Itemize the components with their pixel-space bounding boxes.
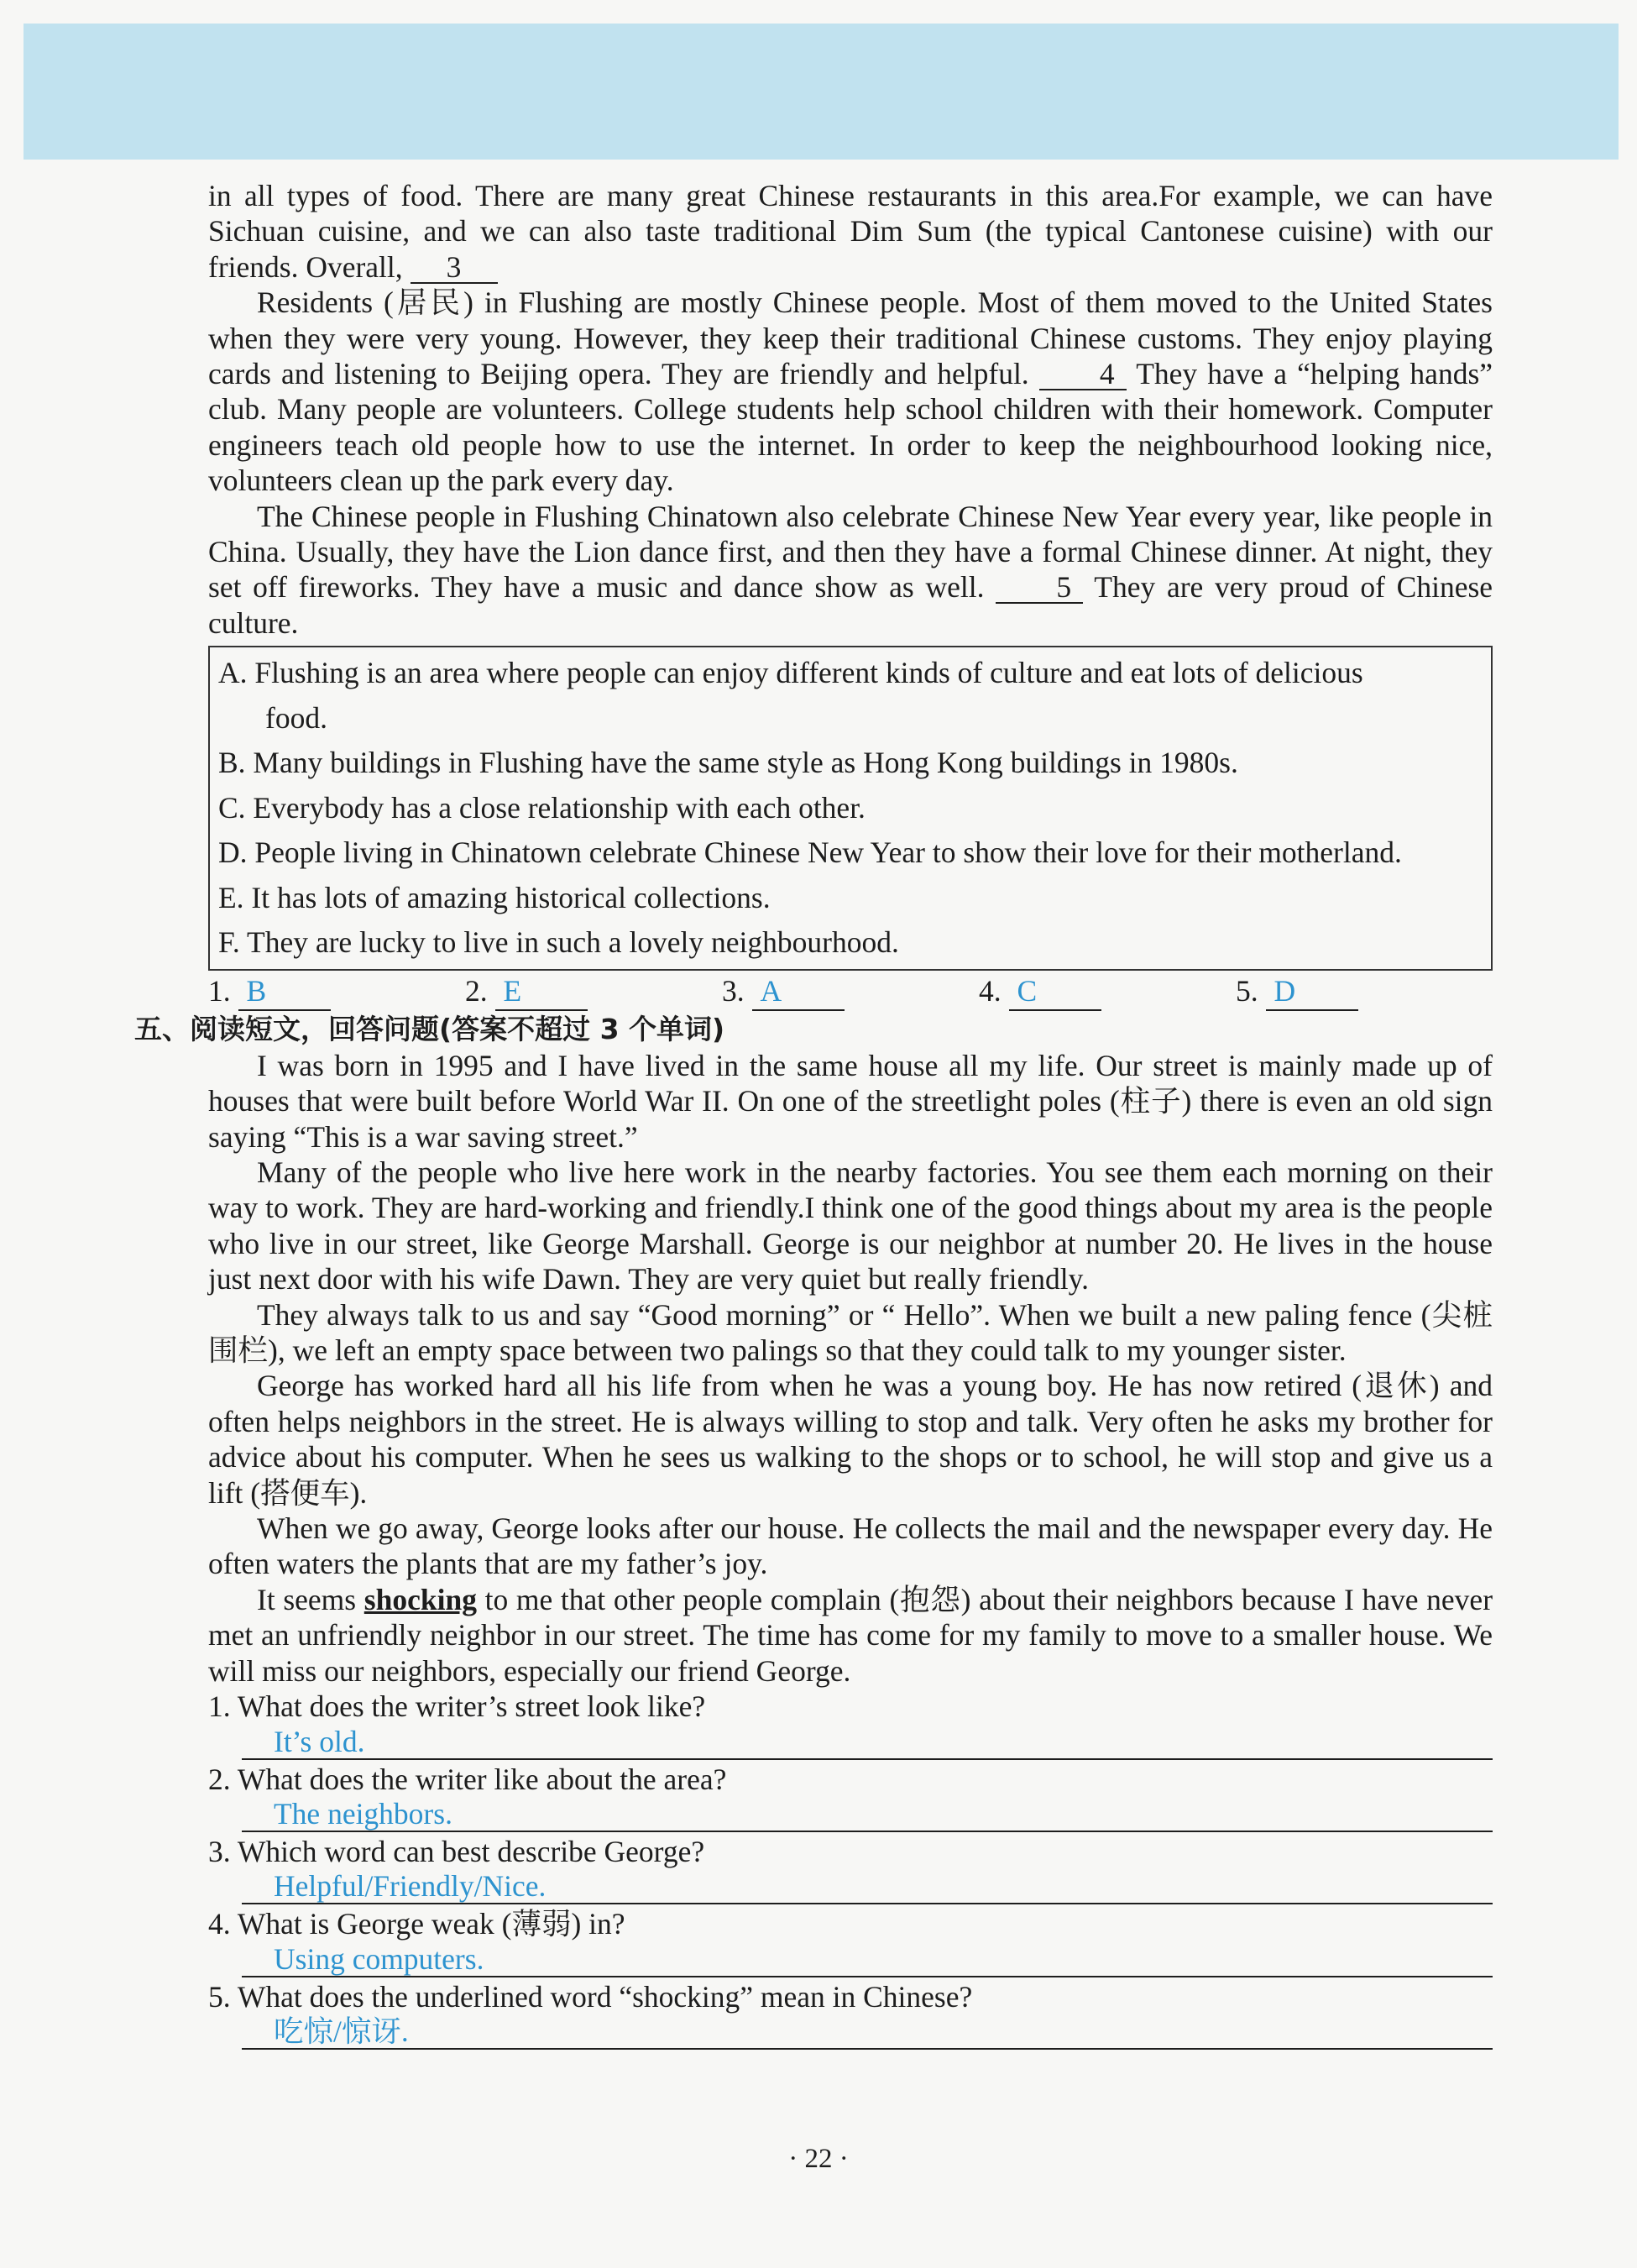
option-c: C. Everybody has a close relationship with each other. [218,790,866,825]
option-a: A. Flushing is an area where people can enjoy different kinds of culture and eat lots of delicious [218,656,1363,690]
page-content [134,178,1493,2051]
section5-paragraph-1: I was born in 1995 and I have lived in the same house all my life. Our street is mainly made up of houses that were built before World War II. On one of the streetlight poles (柱子) there is even an old sign saying “This is a war saving street.” [208,1048,1493,1154]
passage-paragraph-2: Residents (居民) in Flushing are mostly Chinese people. Most of them moved to the United States when they were very young. However, they keep their traditional Chinese customs. They enjoy playing cards and listening to Beijing opera. They are friendly and helpful. 4 They have a “helping hands” club. Many people are volunteers. College students help school children with their homework. Computer engineers teach old people how to use the internet. In order to keep the neighbourhood looking nice, volunteers clean up the park every day. [208,285,1493,498]
section5-paragraph-3: They always talk to us and say “Good morning” or “ Hello”. When we built a new paling fence (尖桩围栏), we left an empty space between two palings so that they could talk to my younger sister. [208,1297,1493,1368]
option-e: E. It has lots of amazing historical collections. [218,880,771,914]
blank-5: 5 [996,572,1083,604]
question-3: 3. Which word can best describe George? [208,1834,705,1868]
section5-paragraph-5: When we go away, George looks after our house. He collects the mail and the newspaper every day. He often waters the plants that are my father’s joy. [208,1511,1493,1581]
answer-line-1: It’s old. [242,1725,1493,1760]
option-d: D. People living in Chinatown celebrate Chinese New Year to show their love for their motherland. [218,835,1402,870]
answer-line-4: Using computers. [242,1942,1493,1977]
passage-paragraph-3: The Chinese people in Flushing Chinatown also celebrate Chinese New Year every year, like people in China. Usually, they have the Lion dance first, and then they have a formal Chinese dinner. At night, they set off fireworks. They have a music and dance show as well. 5 They are very proud of Chinese culture. [208,499,1493,640]
underlined-word: shocking [363,1582,477,1616]
question-1: 1. What does the writer’s street look like? [208,1689,706,1724]
blank-3: 3 [411,252,498,284]
option-f: F. They are lucky to live in such a lovely neighbourhood. [218,925,899,960]
section-title: 五、阅读短文，回答问题(答案不超过 3 个单词) [134,1012,725,1045]
section5-paragraph-6: It seems shocking to me that other people complain (抱怨) about their neighbors because I have never met an unfriendly neighbor in our street. The time has come for my family to move to a smaller house. We will miss our neighbors, especially our friend George. [208,1582,1493,1688]
section5-paragraph-2: Many of the people who live here work in the nearby factories. You see them each morning on their way to work. They are hard-working and friendly.I think one of the good things about my area is the people who live in our street, like George Marshall. George is our neighbor at number 20. He lives in the house just next door with his wife Dawn. They are very quiet but really friendly. [208,1155,1493,1296]
question-2: 2. What does the writer like about the area? [208,1762,727,1796]
answer-line-2: The neighbors. [242,1797,1493,1832]
answer-3: 3. A [722,972,979,1011]
answer-row [208,972,1493,1011]
answer-1: 1. B [208,972,465,1011]
answer-5: 5. D [1236,972,1493,1011]
top-color-band [24,24,1619,160]
options-box [208,646,1493,971]
answer-line-5: 吃惊/惊讶. [242,2014,1493,2050]
question-4: 4. What is George weak (薄弱) in? [208,1907,625,1941]
section5-paragraph-4: George has worked hard all his life from when he was a young boy. He has now retired (退休) and often helps neighbors in the street. He is always willing to stop and talk. Very often he asks my brother for advice about his computer. When he sees us walking to the shops or to school, he will stop and give us a lift (搭便车). [208,1369,1493,1510]
answer-line-3: Helpful/Friendly/Nice. [242,1869,1493,1904]
answer-2: 2. E [465,972,722,1011]
passage-paragraph-1: in all types of food. There are many great Chinese restaurants in this area.For example, we can have Sichuan cuisine, and we can also taste traditional Dim Sum (the typical Cantonese cuisine) with our friends. Overall, 3 [208,179,1493,284]
blank-4: 4 [1039,359,1127,390]
option-b: B. Many buildings in Flushing have the same style as Hong Kong buildings in 1980s. [218,746,1238,780]
option-a-continued: food. [265,700,327,735]
page-number: · 22 · [788,2144,849,2174]
answer-4: 4. C [979,972,1236,1011]
question-5: 5. What does the underlined word “shocking” mean in Chinese? [208,1979,973,2014]
